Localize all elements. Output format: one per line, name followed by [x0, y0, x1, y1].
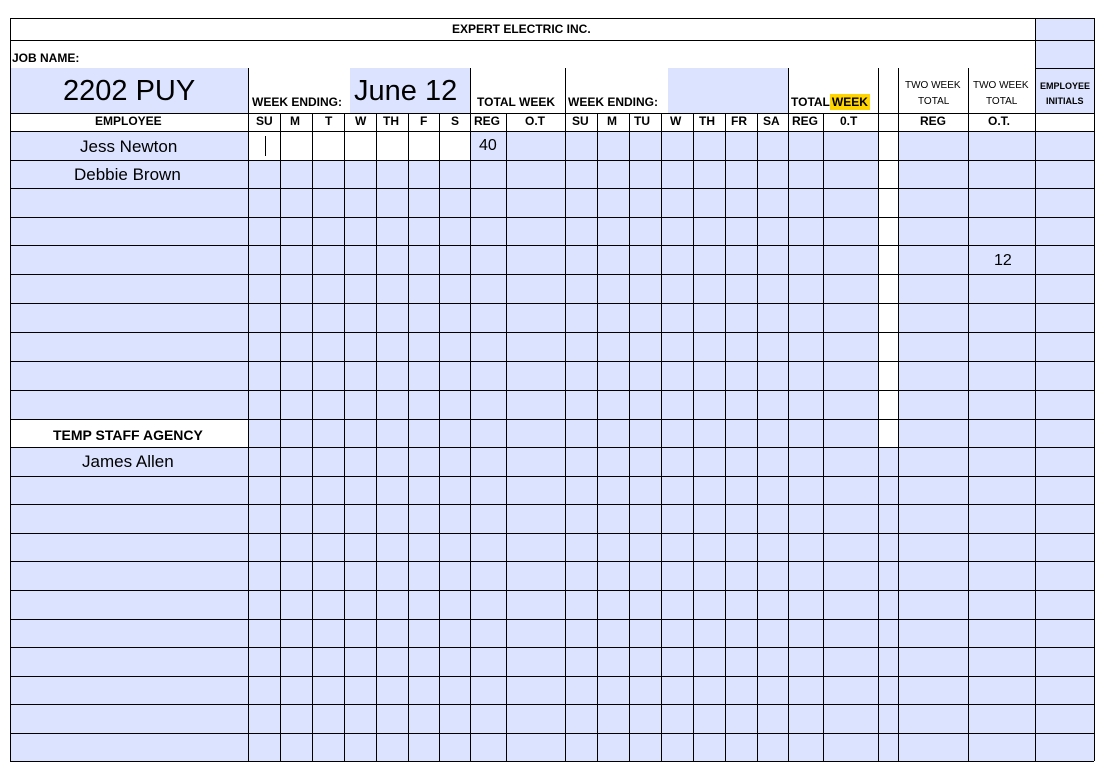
grid-hline — [10, 390, 1094, 391]
grid-vline — [470, 68, 471, 761]
week2-ending-label: WEEK ENDING: — [568, 95, 658, 109]
grid-hline — [10, 447, 1094, 448]
week1-ending-value[interactable]: June 12 — [354, 75, 458, 107]
w2-reg: REG — [792, 114, 819, 128]
w1-day-t: T — [325, 114, 333, 128]
employee-name[interactable]: Jess Newton — [80, 137, 178, 156]
grid-hline — [10, 419, 1094, 420]
grid-hline — [10, 18, 1094, 19]
grid-vline — [661, 113, 662, 761]
grid-vline — [1094, 18, 1095, 761]
two-week-ot-entry[interactable]: 12 — [994, 252, 1012, 269]
grid-hline — [10, 274, 1094, 275]
grid-vline — [693, 113, 694, 761]
company-title: EXPERT ELECTRIC INC. — [452, 22, 591, 36]
w2-day-w: W — [670, 114, 682, 128]
grid-hline — [10, 113, 1094, 114]
jess-week1-days[interactable] — [249, 132, 470, 161]
grid-hline — [10, 533, 1094, 534]
grid-hline — [1035, 68, 1094, 69]
grid-hline — [10, 188, 1094, 189]
w2-day-m: M — [607, 114, 617, 128]
w1-day-th: TH — [383, 114, 399, 128]
grid-vline — [565, 68, 566, 761]
employee-initials-line1: EMPLOYEE — [1040, 81, 1091, 91]
job-name-label: JOB NAME: — [12, 51, 80, 65]
grid-vline — [248, 68, 249, 761]
grid-hline — [10, 504, 1094, 505]
w2-day-sa: SA — [763, 114, 780, 128]
week2-total-label — [791, 96, 870, 108]
grid-hline — [10, 733, 1094, 734]
w2-day-tu: TU — [634, 114, 650, 128]
grid-hline — [10, 303, 1094, 304]
grid-hline — [10, 160, 1094, 161]
grid-vline — [757, 113, 758, 761]
week1-ending-label: WEEK ENDING: — [252, 95, 342, 109]
w1-ot: O.T — [525, 114, 545, 128]
grid-hline — [10, 590, 1094, 591]
employee-initials-line2: INITIALS — [1046, 96, 1084, 106]
grid-vline — [408, 113, 409, 761]
grid-vline — [788, 68, 789, 761]
grid-hline — [10, 332, 1094, 333]
two-week-ot-line1: TWO WEEK — [973, 80, 1029, 91]
week2-total-label-b: WEEK — [831, 95, 868, 109]
grid-hline — [10, 619, 1094, 620]
grid-vline — [280, 113, 281, 761]
job-name-value[interactable]: 2202 PUY — [63, 75, 196, 107]
grid-hline — [10, 131, 1094, 132]
w1-day-m: M — [290, 114, 300, 128]
temp-staff-agency-header: TEMP STAFF AGENCY — [53, 427, 203, 443]
w1-day-w: W — [355, 114, 367, 128]
grid-vline — [597, 113, 598, 761]
w2-day-su: SU — [572, 114, 589, 128]
w1-day-f: F — [420, 114, 428, 128]
w1-day-su: SU — [256, 114, 273, 128]
grid-vline — [344, 113, 345, 761]
grid-hline — [10, 476, 1094, 477]
w2-ot: 0.T — [840, 114, 858, 128]
grid-vline — [1035, 18, 1036, 761]
two-week-ot-col: O.T. — [988, 114, 1011, 128]
grid-hline — [10, 361, 1094, 362]
grid-hline — [10, 676, 1094, 677]
grid-vline — [968, 68, 969, 761]
text-cursor — [265, 136, 266, 156]
temp-employee-name[interactable]: James Allen — [82, 452, 174, 471]
w1-day-s: S — [451, 114, 460, 128]
grid-hline — [10, 40, 1094, 41]
w1-reg: REG — [474, 114, 501, 128]
col-gap-upper — [878, 131, 898, 419]
week2-ending-cell[interactable] — [668, 68, 788, 113]
grid-vline — [376, 113, 377, 761]
grid-hline — [10, 217, 1094, 218]
grid-vline — [506, 113, 507, 761]
grid-hline — [10, 761, 1094, 762]
grid-vline — [439, 113, 440, 761]
employee-column-header: EMPLOYEE — [95, 114, 162, 128]
two-week-reg-col: REG — [920, 114, 947, 128]
grid-hline — [10, 704, 1094, 705]
grid-hline — [10, 561, 1094, 562]
week1-total-label: TOTAL WEEK — [477, 95, 555, 109]
two-week-reg-line1: TWO WEEK — [905, 80, 961, 91]
two-week-reg-line2: TOTAL — [918, 96, 950, 107]
body-fill-lower — [10, 447, 1094, 761]
w2-day-th: TH — [699, 114, 715, 128]
grid-hline — [10, 647, 1094, 648]
reg-hours-entry[interactable]: 40 — [479, 137, 497, 154]
two-week-ot-line2: TOTAL — [986, 96, 1018, 107]
top-right-initials-box[interactable] — [1035, 18, 1094, 68]
grid-vline — [312, 113, 313, 761]
col-gap-lower — [878, 419, 898, 447]
grid-vline — [878, 68, 879, 761]
grid-hline — [10, 245, 1094, 246]
grid-vline — [898, 68, 899, 761]
grid-vline — [725, 113, 726, 761]
grid-vline — [823, 113, 824, 761]
w2-day-fr: FR — [731, 114, 747, 128]
grid-vline — [629, 113, 630, 761]
week2-total-label-a: TOTAL — [791, 95, 830, 109]
employee-name[interactable]: Debbie Brown — [74, 165, 181, 184]
